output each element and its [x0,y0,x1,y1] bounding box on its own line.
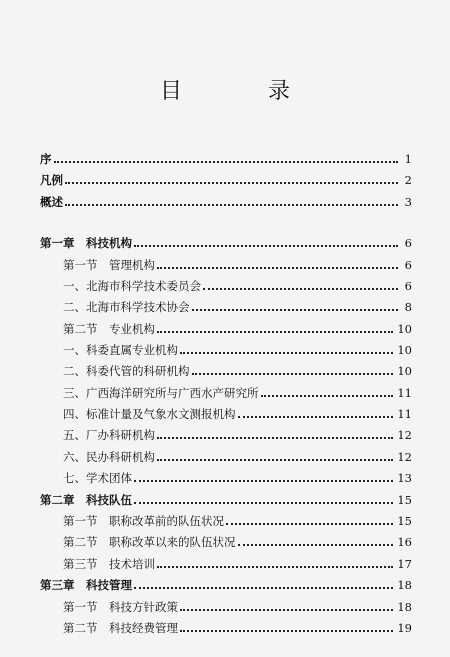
toc-entry-page: 6 [404,258,412,272]
toc-entry-page: 8 [404,300,412,314]
toc-entry-label: 第二章 科技队伍 [40,493,132,507]
toc-entry-page: 3 [404,195,412,209]
toc-entry-page: 10 [397,364,412,378]
toc-entry-label: 第三章 科技管理 [40,578,132,592]
toc-entry [40,146,412,166]
toc-entry [40,594,412,614]
dot-leader [192,373,394,375]
toc-entry-label: 三、广西海洋研究所与广西水产研究所 [63,386,259,400]
toc-entry [40,529,412,549]
toc-entry [40,294,412,314]
toc-entry-label: 第三节 技术培训 [63,557,155,571]
toc-entry-label: 一、北海市科学技术委员会 [63,279,201,293]
dot-leader [157,459,393,461]
toc-entry [40,508,412,528]
toc-entry-page: 18 [397,600,412,614]
toc-entry-label: 序 [40,152,52,166]
toc-entry-page: 6 [404,236,412,250]
toc-entry-label: 五、厂办科研机构 [63,428,155,442]
toc-entry-label: 第一章 科技机构 [40,236,132,250]
toc-entry-label: 第二节 科技经费管理 [63,621,178,635]
toc-entry-page: 2 [404,173,412,187]
toc-entry-page: 10 [397,343,412,357]
toc-entry [40,615,412,635]
toc-entry-page: 17 [397,557,412,571]
toc-entry-label: 凡例 [40,173,63,187]
toc-entry-page: 19 [397,621,412,635]
title-char-1: 目 [159,79,268,104]
toc-entry [40,444,412,464]
toc-entry-label: 第一节 科技方针政策 [63,600,178,614]
toc-entry-page: 16 [397,535,412,549]
dot-leader [157,437,393,439]
toc-entry-page: 12 [397,428,412,442]
toc-entry-page: 18 [397,578,412,592]
dot-leader [180,609,393,611]
toc-entry-page: 13 [397,471,412,485]
toc-entry [40,316,412,336]
dot-leader [134,587,393,589]
dot-leader [192,309,399,311]
dot-leader [157,331,393,333]
dot-leader [180,630,393,632]
toc-entry-label: 第二节 职称改革以来的队伍状况 [63,535,236,549]
toc-entry [40,551,412,571]
toc-entry-page: 11 [397,386,412,400]
toc-entry-page: 12 [397,450,412,464]
toc-entry-page: 1 [404,152,412,166]
toc-entry-label: 二、北海市科学技术协会 [63,300,190,314]
toc-entry-label: 概述 [40,195,63,209]
dot-leader [134,480,393,482]
dot-leader [238,544,394,546]
toc-entry [40,465,412,485]
dot-leader [261,395,394,397]
dot-leader [157,566,393,568]
toc-entry [40,337,412,357]
toc-entry-label: 六、民办科研机构 [63,450,155,464]
toc-entry-page: 6 [404,279,412,293]
toc-entry-label: 第一节 职称改革前的队伍状况 [63,514,224,528]
toc-entry-label: 一、科委直属专业机构 [63,343,178,357]
page-title [0,74,450,105]
dot-leader [54,161,399,163]
toc-entry-label: 七、学术团体 [63,471,132,485]
dot-leader [238,416,394,418]
dot-leader [226,523,393,525]
toc-entry [40,572,412,592]
toc-entry [40,230,412,250]
toc-entry [40,167,412,187]
toc-entry [40,273,412,293]
toc-entry [40,189,412,209]
dot-leader [180,352,393,354]
toc-entry-label: 第二节 专业机构 [63,322,155,336]
toc-entry-page: 11 [397,407,412,421]
toc-entry [40,358,412,378]
toc-entry [40,380,412,400]
toc-entry-label: 第一节 管理机构 [63,258,155,272]
toc-entry-label: 二、科委代管的科研机构 [63,364,190,378]
dot-leader [65,182,398,184]
toc-entry [40,252,412,272]
toc-entry [40,422,412,442]
dot-leader [203,288,398,290]
title-char-2: 录 [268,79,377,104]
toc-entry-page: 15 [397,493,412,507]
toc-entry [40,487,412,507]
toc-entry-page: 10 [397,322,412,336]
dot-leader [134,502,393,504]
toc-entry [40,401,412,421]
dot-leader [134,245,398,247]
toc-entry-label: 四、标准计量及气象水文测报机构 [63,407,236,421]
dot-leader [157,267,398,269]
toc-entry-page: 15 [397,514,412,528]
dot-leader [65,204,398,206]
